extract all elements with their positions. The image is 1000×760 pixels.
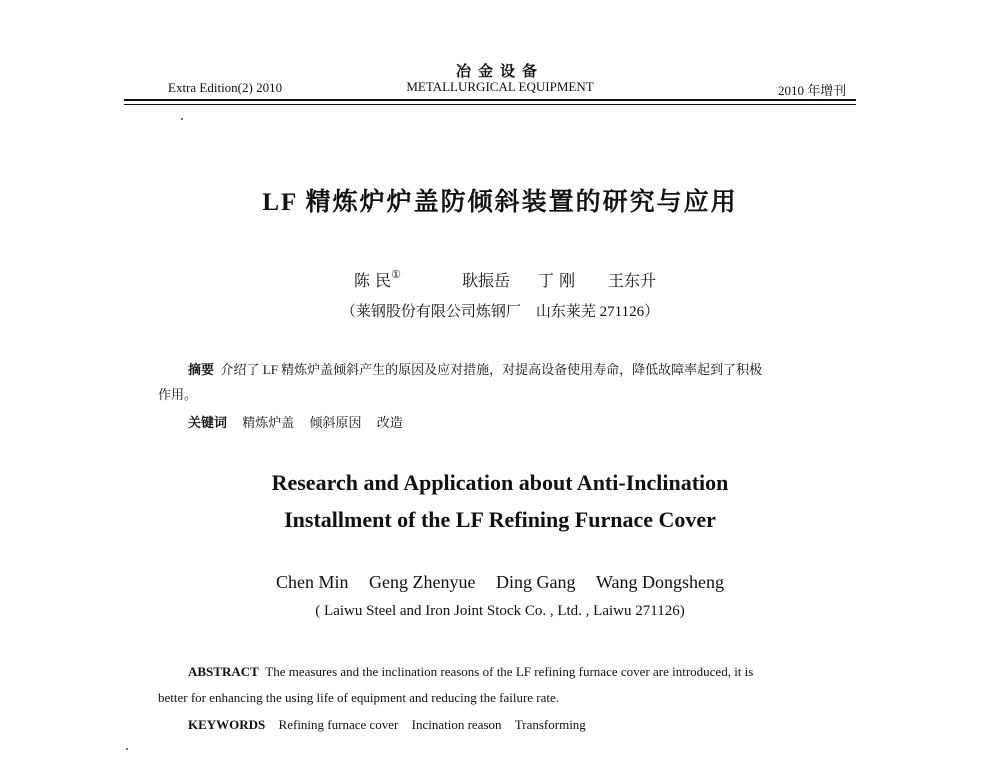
author-cn-1 — [354, 268, 401, 291]
keyword: 改造 — [376, 415, 403, 430]
abstract-cn-cont: 作用。 — [158, 387, 198, 402]
author-en: Chen Min — [275, 572, 349, 592]
author-cn-4: 王东升 — [608, 271, 657, 290]
header-rule-thin — [124, 104, 856, 105]
paper-title-cn: LF 精炼炉炉盖防倾斜装置的研究与应用 — [262, 189, 738, 216]
paper-title-en: Research and Application about Anti-Inclination — [271, 470, 729, 495]
paper-title-en-line2: Installment of the LF Refining Furnace Cover — [284, 507, 716, 532]
keywords-label-cn: 关键词 — [188, 415, 228, 430]
header-issue: 2010 年增刊 — [778, 83, 847, 98]
abstract-text-en: The measures and the inclination reasons of the LF refining furnace cover are introduced, it is — [265, 664, 754, 679]
keyword: Refining furnace cover — [278, 717, 399, 732]
header-rule — [124, 99, 856, 101]
journal-name-en: METALLURGICAL EQUIPMENT — [406, 79, 594, 94]
abstract-label-cn: 摘要 — [188, 362, 215, 377]
abstract-cn — [188, 359, 762, 378]
author-cn-3: 丁 刚 — [538, 271, 576, 290]
keyword: Transforming — [514, 717, 586, 732]
keywords-label-en: KEYWORDS — [188, 717, 266, 732]
affiliation-en: ( Laiwu Steel and Iron Joint Stock Co. , Ltd. , Laiwu 271126) — [315, 603, 685, 619]
keyword: 倾斜原因 — [309, 415, 362, 430]
scan-speck — [126, 748, 128, 750]
author-en: Ding Gang — [495, 572, 576, 592]
affiliation-cn: （莱钢股份有限公司炼钢厂 山东莱芜 271126） — [340, 304, 660, 320]
keyword: Incination reason — [411, 717, 502, 732]
abstract-en — [188, 664, 753, 680]
author-name: 陈 民 — [354, 271, 392, 290]
keywords-en — [188, 717, 586, 733]
scan-speck — [181, 118, 183, 120]
journal-name-cn: 冶金设备 — [455, 64, 544, 80]
author-cn-2: 耿振岳 — [462, 271, 511, 290]
keyword: 精炼炉盖 — [242, 415, 295, 430]
keywords-cn — [188, 412, 403, 431]
header-edition: Extra Edition(2) 2010 — [168, 80, 283, 95]
authors-en — [0, 572, 1000, 593]
author-en: Wang Dongsheng — [595, 572, 724, 592]
abstract-label-en: ABSTRACT — [188, 664, 259, 679]
abstract-text-cn: 介绍了 LF 精炼炉盖倾斜产生的原因及应对措施，对提高设备使用寿命，降低故障率起到了积极 — [220, 362, 763, 377]
author-en: Geng Zhenyue — [369, 572, 476, 592]
abstract-en-cont: better for enhancing the using life of equipment and reducing the failure rate. — [158, 690, 560, 705]
author-footnote-marker: ① — [391, 267, 401, 281]
